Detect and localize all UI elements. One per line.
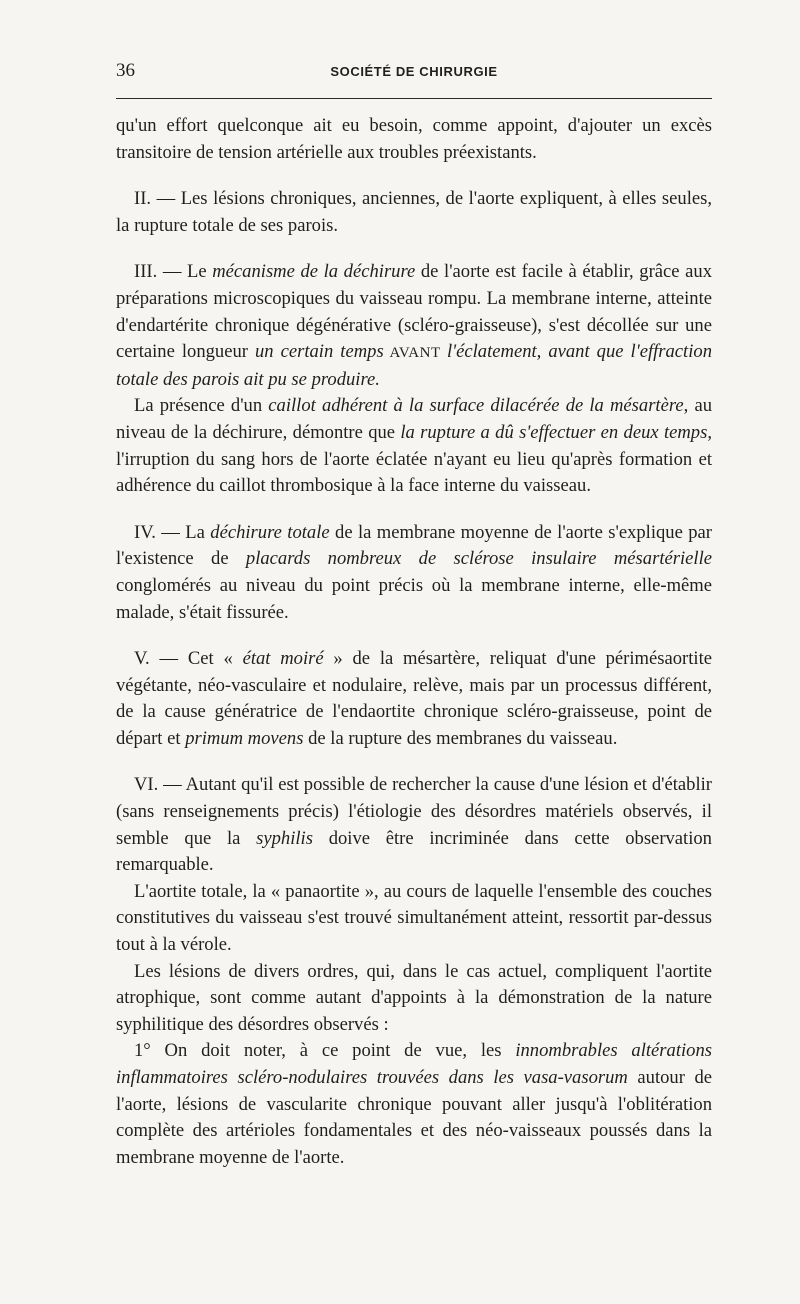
p4-italic-d: la rupture a dû s'effectuer en deux temps xyxy=(400,421,708,443)
p3-italic-f: l'éclatement, avant que l'effraction totale des parois ait pu se produire. xyxy=(116,341,712,390)
p7-text-a: VI. — Autant qu'il est possible de rechercher la cause d'une lésion et d'établir (sans renseignements précis) l'étiologie des désordres matériels observés, il semble que la xyxy=(116,774,712,849)
paragraph-6 xyxy=(116,646,712,752)
body-text xyxy=(116,113,712,1171)
page-number: 36 xyxy=(116,60,135,81)
paragraph-1: qu'un effort quelconque ait eu besoin, comme appoint, d'ajouter un excès transitoire de tension artérielle aux troubles préexistants. xyxy=(116,115,712,163)
p5-text-a: IV. — La xyxy=(134,521,211,543)
p5-italic-b: déchirure totale xyxy=(210,521,330,543)
paragraph-2: II. — Les lésions chroniques, anciennes, de l'aorte expliquent, à elles seules, la rupture totale de ses parois. xyxy=(116,188,712,236)
p5-text-e: conglomérés au niveau du point précis où la membrane interne, elle-même malade, s'était fissurée. xyxy=(116,574,712,623)
p4-text-c: , au niveau de la déchirure, démontre que xyxy=(116,395,712,443)
p6-italic-b: état moiré xyxy=(242,648,324,670)
p3-text-c: de l'aorte est facile à établir, grâce aux préparations microscopiques du vaisseau rompu. La membrane interne, atteinte d'endartérite chronique dégénérative (scléro-graisseuse), s'est décollée sur une certaine longueur xyxy=(116,261,713,363)
p10-text-a: 1° On doit noter, à ce point de vue, les xyxy=(134,1040,516,1062)
page-header xyxy=(116,58,712,88)
p5-italic-d: placards nombreux de sclérose insulaire mésartérielle xyxy=(245,548,712,570)
p7-text-c: doive être incriminée dans cette observation remarquable. xyxy=(116,827,712,876)
paragraph-5 xyxy=(116,520,712,626)
p3-italic-d: un certain temps xyxy=(254,341,384,363)
p10-italic-b: innombrables altérations inflammatoires scléro-nodulaires trouvées dans les vasa-vasorum xyxy=(116,1040,713,1088)
paragraph-8: L'aortite totale, la « panaortite », au cours de laquelle l'ensemble des couches constitutives du vaisseau s'est trouvé simultanément atteint, ressortit par-dessus tout à la vérole. xyxy=(116,880,712,956)
paragraph-3 xyxy=(116,259,712,393)
p3-smallcaps-e: AVANT xyxy=(383,345,447,362)
p4-text-a: La présence d'un xyxy=(134,395,269,417)
p6-text-a: V. — Cet « xyxy=(134,648,243,670)
p3-text-a: III. — Le xyxy=(134,261,213,283)
paragraph-9: Les lésions de divers ordres, qui, dans le cas actuel, compliquent l'aortite atrophique, sont comme autant d'appoints à la démonstration de la nature syphilitique des désordres observés : xyxy=(116,960,712,1035)
header-rule xyxy=(116,98,712,99)
p6-italic-d: primum movens xyxy=(185,727,304,749)
p6-text-e: de la rupture des membranes du vaisseau. xyxy=(303,727,618,749)
p4-text-e: , l'irruption du sang hors de l'aorte éclatée n'ayant eu lieu qu'après formation et adhérence du caillot thrombosique à la face interne du vaisseau. xyxy=(116,421,712,497)
paragraph-7 xyxy=(116,772,712,878)
p3-italic-b: mécanisme de la déchirure xyxy=(212,261,416,283)
paragraph-10 xyxy=(116,1038,712,1171)
p10-text-c: autour de l'aorte, lésions de vascularite chronique pouvant aller jusqu'à l'oblitération complète des artérioles fondamentales et des néo-vaisseaux poussés dans la membrane moyenne de l'aorte. xyxy=(116,1067,712,1168)
p7-italic-b: syphilis xyxy=(256,827,313,849)
p4-italic-b: caillot adhérent à la surface dilacérée de la mésartère xyxy=(268,395,684,417)
p6-text-c: » de la mésartère, reliquat d'une périmésaortite végétante, néo-vasculaire et nodulaire, relève, mais par un processus différent, de la cause génératrice de l'endaortite chronique scléro-graisseuse, point de départ et xyxy=(116,648,712,749)
p5-text-c: de la membrane moyenne de l'aorte s'explique par l'existence de xyxy=(116,521,712,570)
paragraph-4 xyxy=(116,393,712,499)
running-title: SOCIÉTÉ DE CHIRURGIE xyxy=(330,64,498,79)
